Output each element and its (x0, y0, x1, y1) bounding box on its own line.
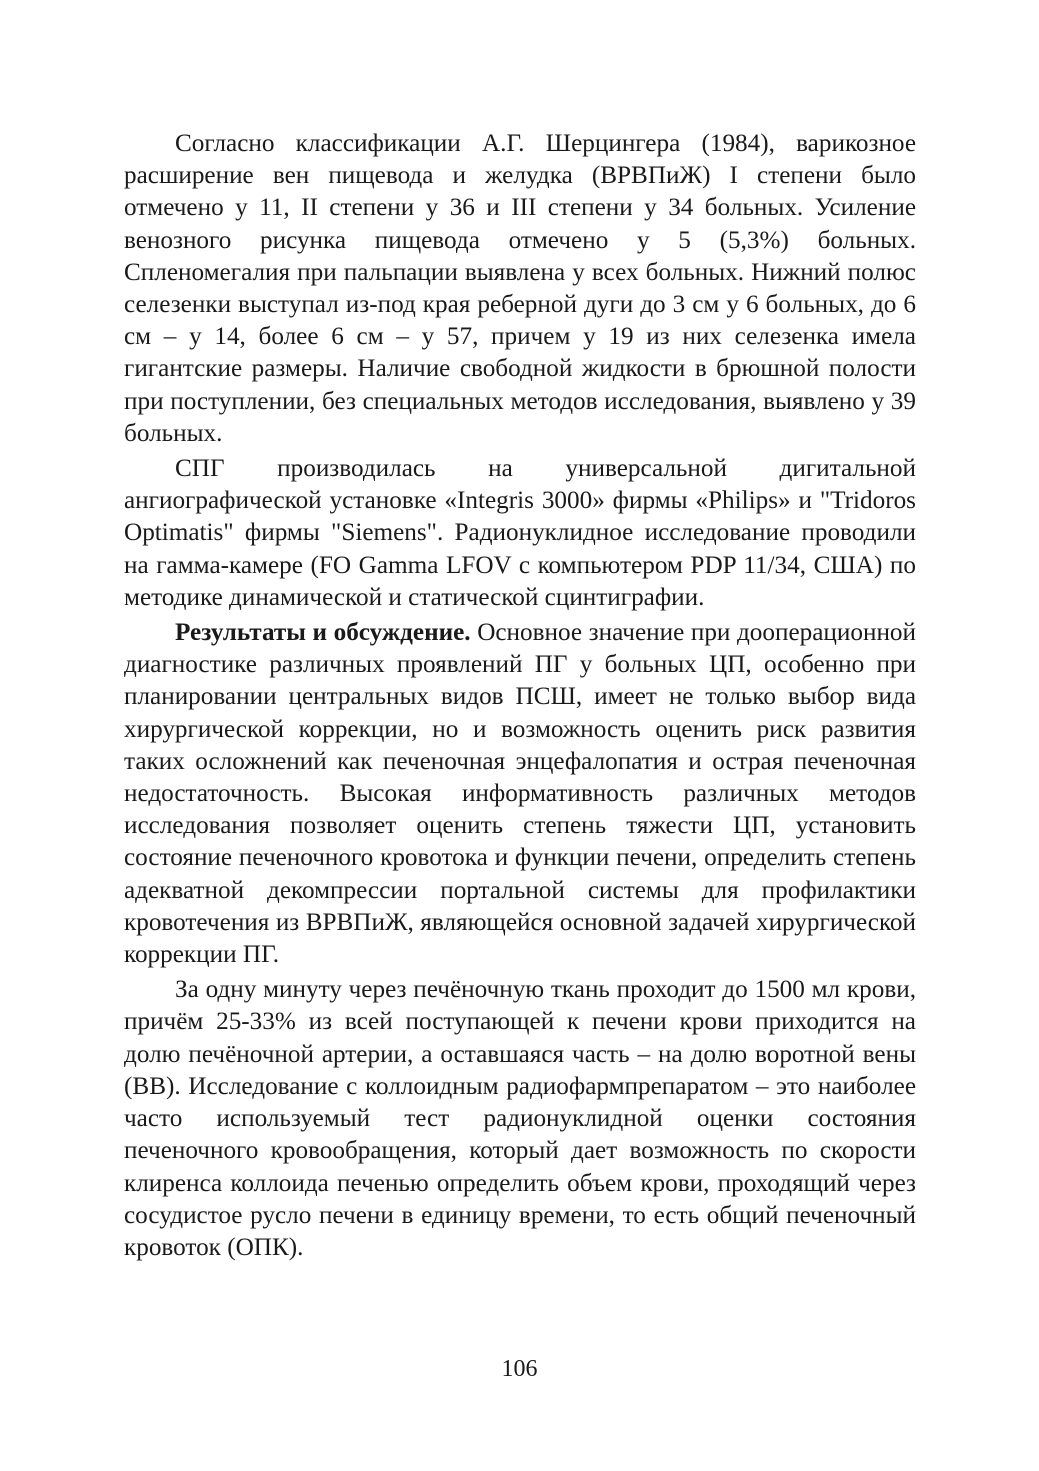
paragraph-text: СПГ производилась на универсальной дигитальной ангиографической установке «Integris 3000» фирмы «Philips» и "Tridoros Optimatis" фирмы "Siemens". Радионуклидное исследование проводили на гамма-камере (FO Gamma LFOV с компьютером PDP 11/34, США) по методике динамической и статической сцинтиграфии. (124, 455, 916, 611)
paragraph-methods (124, 453, 916, 614)
paragraph-classification (124, 128, 916, 450)
paragraph-text: Согласно классификации А.Г. Шерцингера (1984), варикозное расширение вен пищевода и желудка (ВРВПиЖ) I степени было отмечено у 11, II степени у 36 и III степени у 34 больных. Усиление венозного рисунка пищевода отмечено у 5 (5,3%) больных. Спленомегалия при пальпации выявлена у всех больных. Нижний полюс селезенки выступал из-под края реберной дуги до 3 см у 6 больных, до 6 см – у 14, более 6 см – у 57, причем у 19 из них селезенка имела гигантские размеры. Наличие свободной жидкости в брюшной полости при поступлении, без специальных методов исследования, выявлено у 39 больных. (124, 130, 916, 447)
results-heading: Результаты и обсуждение. (175, 619, 471, 647)
page-number: 106 (501, 1356, 538, 1382)
paragraph-blood-flow (124, 974, 916, 1264)
page-body (124, 128, 916, 1264)
paragraph-text: За одну минуту через печёночную ткань проходит до 1500 мл крови, причём 25-33% из всей поступающей к печени крови приходится на долю печёночной артерии, а оставшаяся часть – на долю воротной вены (ВВ). Исследование с коллоидным радиофармпрепаратом – это наиболее часто используемый тест радионуклидной оценки состояния печеночного кровообращения, который дает возможность по скорости клиренса коллоида печенью определить объем крови, проходящий через сосудистое русло печени в единицу времени, то есть общий печеночный кровоток (ОПК). (124, 976, 916, 1261)
paragraph-text: Основное значение при дооперационной диагностике различных проявлений ПГ у больных ЦП, особенно при планировании центральных видов ПСШ, имеет не только выбор вида хирургической коррекции, но и возможность оценить риск развития таких осложнений как печеночная энцефалопатия и острая печеночная недостаточность. Высокая информативность различных методов исследования позволяет оценить степень тяжести ЦП, установить состояние печеночного кровотока и функции печени, определить степень адекватной декомпрессии портальной системы для профилактики кровотечения из ВРВПиЖ, являющейся основной задачей хирургической коррекции ПГ. (124, 619, 916, 969)
paragraph-results (124, 617, 916, 971)
